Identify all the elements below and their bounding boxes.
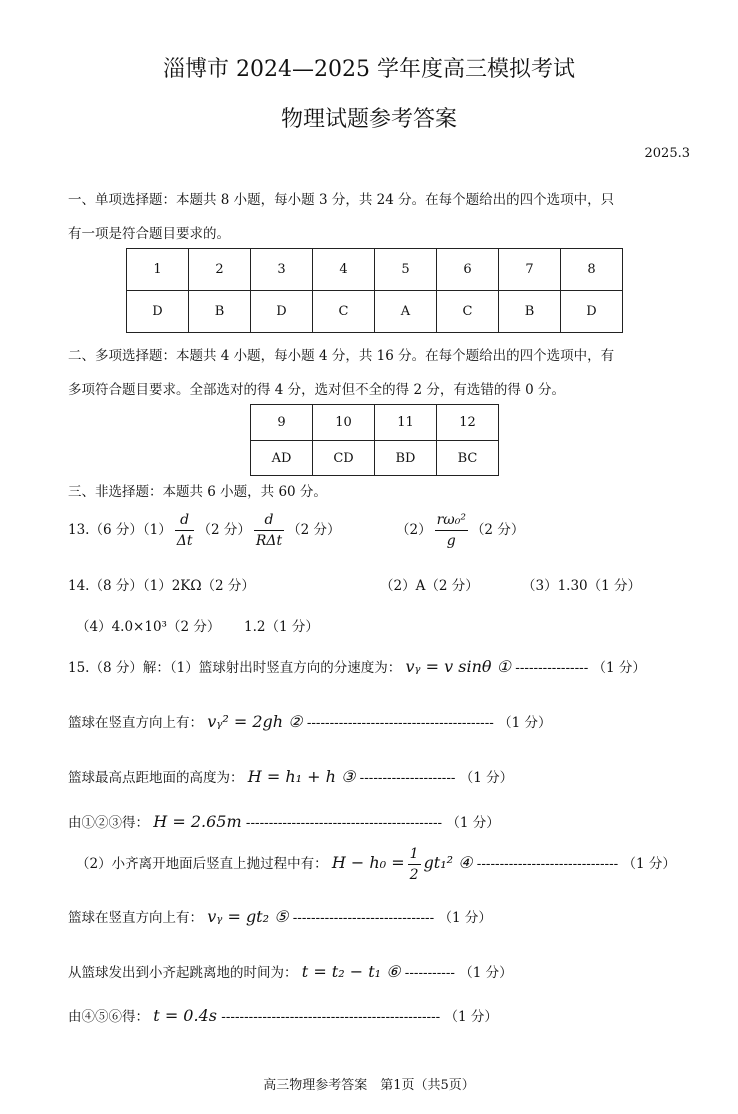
q15-line-7 xyxy=(68,961,513,981)
q15-l4-equation: H = 2.65m xyxy=(153,812,242,831)
q15-line-5 xyxy=(76,844,676,885)
answer-cell: B xyxy=(189,291,251,333)
page-footer: 高三物理参考答案 第1页（共5页） xyxy=(263,1078,475,1093)
q14-part2: （2）A（2 分） xyxy=(380,578,479,594)
q15-l6-tail: ------------------------------- （1 分） xyxy=(292,910,492,926)
answer-cell: BD xyxy=(375,441,437,476)
q14-part4: （4）4.0×10³（2 分） xyxy=(76,619,221,635)
q15-l4-tail: ------------------------------------------- （1 分） xyxy=(245,815,500,831)
q15-l1-tail: ---------------- （1 分） xyxy=(515,660,646,676)
answer-cell: D xyxy=(561,291,623,333)
table-row xyxy=(251,441,499,476)
q13-prefix: 13.（6 分）（1） xyxy=(68,522,172,538)
q13-f1-numerator: d xyxy=(175,510,195,531)
q15-l1-text: 15.（8 分）解：（1）篮球射出时竖直方向的分速度为： xyxy=(68,660,402,676)
q15-l2-text: 篮球在竖直方向上有： xyxy=(68,715,203,731)
answer-cell: D xyxy=(251,291,313,333)
question-number-cell: 11 xyxy=(375,405,437,441)
q15-l8-tail: ------------------------------------------------ （1 分） xyxy=(221,1009,498,1025)
q15-l6-text: 篮球在竖直方向上有： xyxy=(68,910,203,926)
answer-cell: C xyxy=(437,291,499,333)
single-choice-answer-table xyxy=(126,248,623,333)
q15-l5-equation-a: H − h₀ = xyxy=(331,853,405,872)
q14-part3: （3）1.30（1 分） xyxy=(522,578,642,594)
q13-f1-denominator: Δt xyxy=(176,533,193,549)
q15-l7-tail: ----------- （1 分） xyxy=(404,965,513,981)
q15-l1-equation: vᵧ = v sinθ ① xyxy=(405,657,511,676)
q15-line-8 xyxy=(68,1005,498,1025)
exam-date: 2025.3 xyxy=(644,146,690,161)
q15-l7-equation: t = t₂ − t₁ ⑥ xyxy=(301,962,401,981)
q13-score-3: （2 分） xyxy=(470,522,525,538)
q15-l8-equation: t = 0.4s xyxy=(153,1006,217,1025)
answer-cell: CD xyxy=(313,441,375,476)
question-number-cell: 6 xyxy=(437,249,499,291)
answer-cell: D xyxy=(127,291,189,333)
question-number-cell: 8 xyxy=(561,249,623,291)
q15-l5-frac-denominator: 2 xyxy=(409,867,419,883)
q15-line-1 xyxy=(68,656,646,676)
question-number-cell: 9 xyxy=(251,405,313,441)
q15-l5-equation-b: gt₁² ④ xyxy=(423,853,473,872)
q15-l5-fraction xyxy=(408,844,421,885)
q14-part5: 1.2（1 分） xyxy=(244,619,319,635)
q15-l5-frac-numerator: 1 xyxy=(408,844,421,865)
q15-l2-equation: vᵧ² = 2gh ② xyxy=(207,712,303,731)
q14-part1: 14.（8 分）（1）2KΩ（2 分） xyxy=(68,578,255,594)
q13-fraction-2 xyxy=(254,510,284,551)
question-number-cell: 10 xyxy=(313,405,375,441)
answer-cell: C xyxy=(313,291,375,333)
q13-line xyxy=(68,510,341,551)
question-number-cell: 2 xyxy=(189,249,251,291)
q13-fraction-3 xyxy=(435,510,468,551)
q15-line-6 xyxy=(68,906,492,926)
q15-l2-tail: ----------------------------------------- （1 分） xyxy=(306,715,552,731)
question-number-cell: 5 xyxy=(375,249,437,291)
table-row xyxy=(127,291,623,333)
q13-part2-label: （2） xyxy=(396,522,432,538)
q13-f2-numerator: d xyxy=(254,510,284,531)
q13-f3-numerator: rω₀² xyxy=(435,510,468,531)
q13-f2-denominator: RΔt xyxy=(255,533,283,549)
answer-cell: B xyxy=(499,291,561,333)
answer-cell: AD xyxy=(251,441,313,476)
q15-line-4 xyxy=(68,811,500,831)
page-subtitle: 物理试题参考答案 xyxy=(280,107,457,132)
q15-l3-text: 篮球最高点距地面的高度为： xyxy=(68,770,244,786)
section2-heading-line1: 二、多项选择题：本题共 4 小题，每小题 4 分，共 16 分。在每个题给出的四个选项中，有 xyxy=(68,348,615,364)
section1-heading-line2: 有一项是符合题目要求的。 xyxy=(68,226,230,242)
q15-l5-tail: ------------------------------- （1 分） xyxy=(476,856,676,872)
question-number-cell: 1 xyxy=(127,249,189,291)
q15-l5-text: （2）小齐离开地面后竖直上抛过程中有： xyxy=(76,856,328,872)
multi-choice-answer-table xyxy=(250,404,499,476)
question-number-cell: 3 xyxy=(251,249,313,291)
table-row xyxy=(127,249,623,291)
q13-f3-denominator: g xyxy=(446,533,456,549)
q13-score-1: （2 分） xyxy=(197,522,251,538)
q13-score-2: （2 分） xyxy=(287,522,341,538)
table-row xyxy=(251,405,499,441)
q13-fraction-1 xyxy=(175,510,195,551)
q15-line-2 xyxy=(68,711,552,731)
q13-part2 xyxy=(396,510,524,551)
q15-l3-equation: H = h₁ + h ③ xyxy=(247,767,356,786)
answer-cell: BC xyxy=(437,441,499,476)
question-number-cell: 7 xyxy=(499,249,561,291)
q15-l4-text: 由①②③得： xyxy=(68,815,149,831)
section3-heading: 三、非选择题：本题共 6 小题，共 60 分。 xyxy=(68,484,327,500)
section2-heading-line2: 多项符合题目要求。全部选对的得 4 分，选对但不全的得 2 分，有选错的得 0 分。 xyxy=(68,382,566,398)
q15-l8-text: 由④⑤⑥得： xyxy=(68,1009,149,1025)
q15-l3-tail: --------------------- （1 分） xyxy=(359,770,514,786)
section1-heading-line1: 一、单项选择题：本题共 8 小题，每小题 3 分，共 24 分。在每个题给出的四个选项中，只 xyxy=(68,192,615,208)
question-number-cell: 4 xyxy=(313,249,375,291)
q15-line-3 xyxy=(68,766,513,786)
q15-l7-text: 从篮球发出到小齐起跳离地的时间为： xyxy=(68,965,298,981)
page-title: 淄博市 2024—2025 学年度高三模拟考试 xyxy=(163,57,575,82)
answer-cell: A xyxy=(375,291,437,333)
q15-l6-equation: vᵧ = gt₂ ⑤ xyxy=(207,907,289,926)
question-number-cell: 12 xyxy=(437,405,499,441)
